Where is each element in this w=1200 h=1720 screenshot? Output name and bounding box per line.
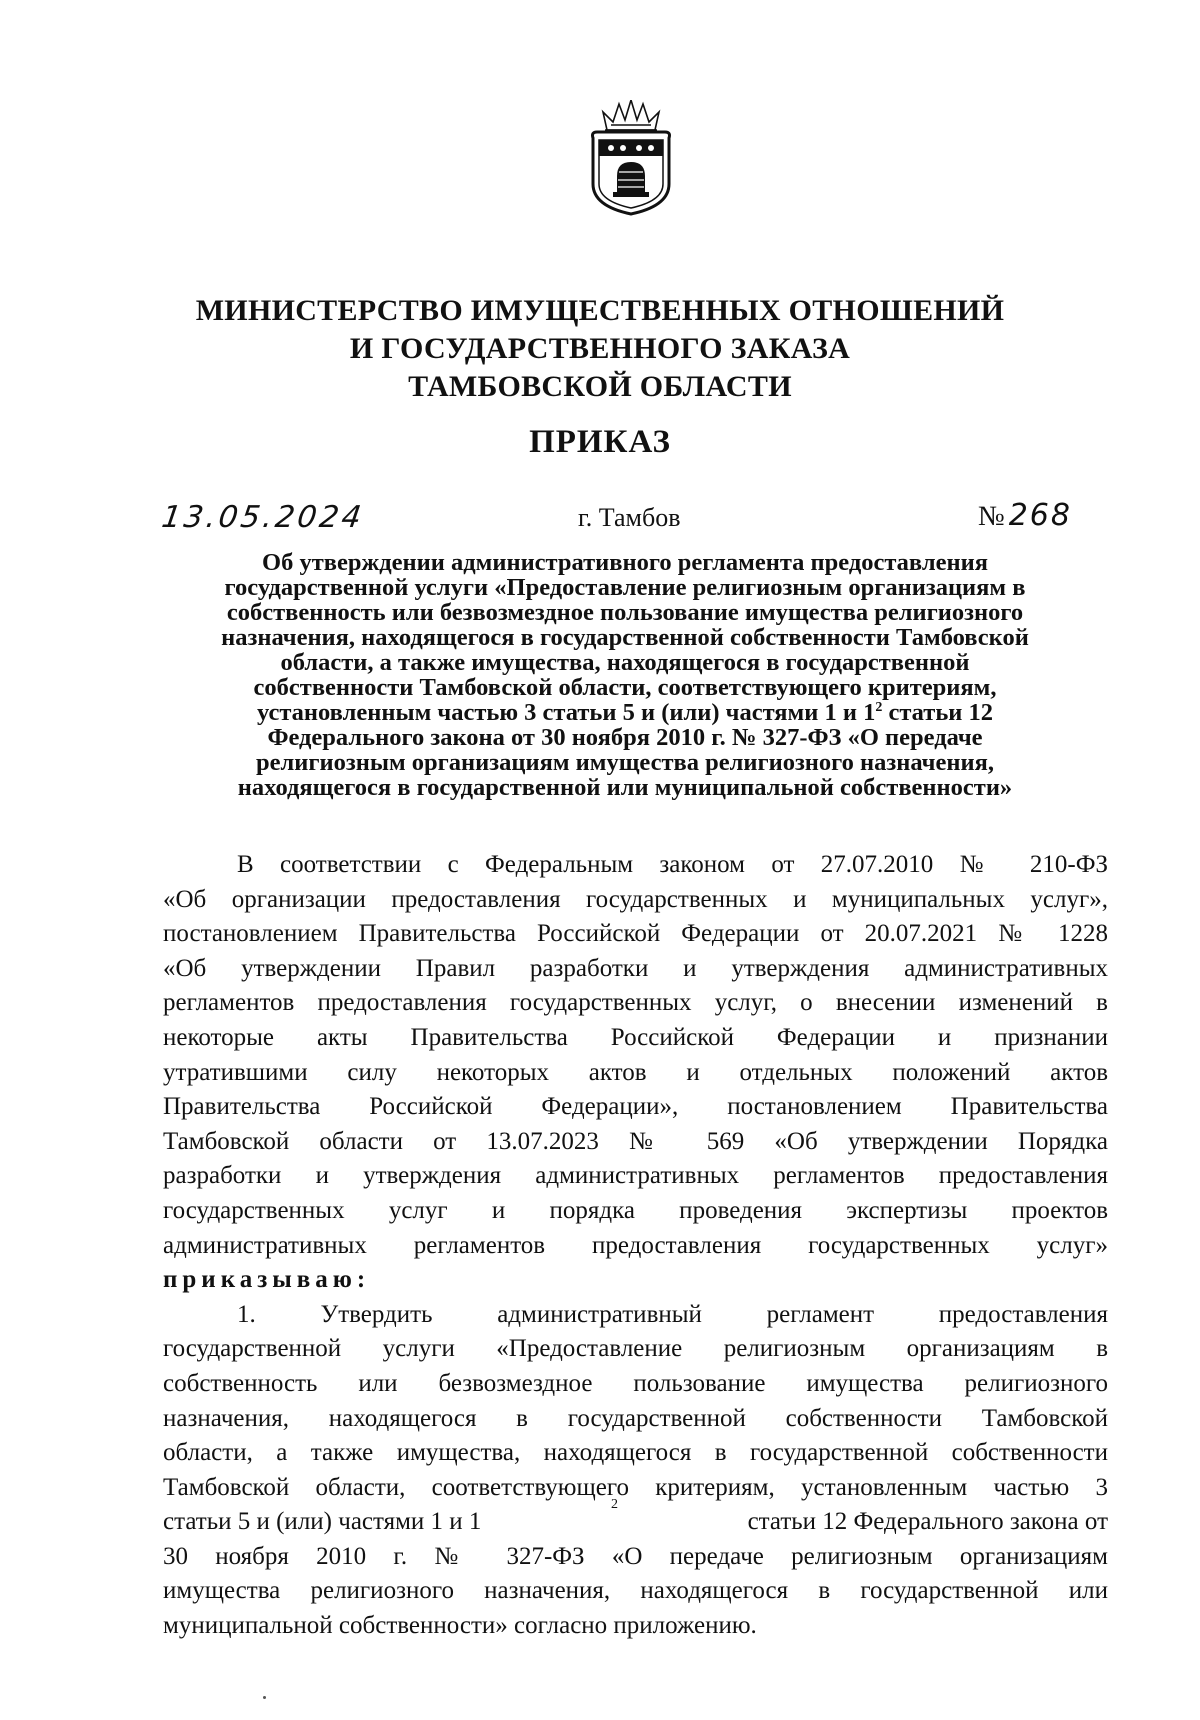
body-line: собственность или безвозмездное пользование имущества религиозного <box>163 1369 1108 1397</box>
body-line: государственных услуг и порядка проведения экспертизы проектов <box>163 1196 1108 1224</box>
body-line: регламентов предоставления государственных услуг, о внесении изменений в <box>163 989 1108 1017</box>
subject-text: установленным частью 3 статьи 5 и (или) частями 1 и 1 <box>256 699 876 726</box>
body-line <box>163 1497 1108 1540</box>
body-line: некоторые акты Правительства Российской Федерации и признании <box>163 1023 1108 1051</box>
body-line: утратившими силу некоторых актов и отдельных положений актов <box>163 1058 1108 1086</box>
subject-line: государственной услуги «Предоставление религиозным организациям в <box>224 574 1026 601</box>
body-line: «Об организации предоставления государственных и муниципальных услуг», <box>163 885 1108 913</box>
document-body <box>163 848 1108 1644</box>
body-text: статьи 12 Федерального закона от <box>747 1508 1108 1536</box>
body-line: постановлением Правительства Российской Федерации от 20.07.2021 № 1228 <box>163 920 1108 948</box>
ministry-line: И ГОСУДАРСТВЕННОГО ЗАКАЗА <box>349 332 851 365</box>
subject-line: области, а также имущества, находящегося в государственной <box>280 649 970 676</box>
scan-speck <box>263 1696 266 1699</box>
body-line: В соответствии с Федеральным законом от 27.07.2010 № 210-ФЗ <box>237 851 1108 878</box>
body-line: назначения, находящегося в государственной собственности Тамбовской <box>163 1404 1108 1432</box>
body-line: области, а также имущества, находящегося в государственной собственности <box>163 1439 1108 1467</box>
superscript: 2 <box>875 700 883 715</box>
document-subject <box>150 550 1100 800</box>
order-word: приказываю: <box>163 1266 371 1294</box>
number-label: № <box>978 501 1005 532</box>
body-line: имущества религиозного назначения, находящегося в государственной или <box>163 1577 1108 1605</box>
document-number <box>978 498 1072 533</box>
subject-line: назначения, находящегося в государственной собственности Тамбовской <box>221 624 1029 651</box>
body-line: 30 ноября 2010 г. № 327-ФЗ «О передаче религиозным организациям <box>163 1542 1108 1570</box>
body-line: государственной услуги «Предоставление религиозным организациям в <box>163 1335 1108 1363</box>
subject-text: статьи 12 <box>882 699 994 726</box>
ministry-line: ТАМБОВСКОЙ ОБЛАСТИ <box>408 370 792 403</box>
subject-line: Федерального закона от 30 ноября 2010 г. № 327-ФЗ «О передаче <box>267 724 983 751</box>
superscript: 2 <box>611 1497 618 1513</box>
tambov-coat-of-arms-icon <box>583 100 679 218</box>
ministry-name <box>150 292 1050 406</box>
handwritten-number: 268 <box>1008 498 1072 533</box>
subject-line: Об утверждении административного регламента предоставления <box>262 549 988 576</box>
body-line: 1. Утвердить административный регламент предоставления <box>237 1300 1108 1328</box>
ministry-line: МИНИСТЕРСТВО ИМУЩЕСТВЕННЫХ ОТНОШЕНИЙ <box>195 294 1005 327</box>
city: г. Тамбов <box>578 503 681 532</box>
subject-line: находящегося в государственной или муниципальной собственности» <box>237 774 1013 801</box>
body-line: Правительства Российской Федерации», постановлением Правительства <box>163 1093 1108 1121</box>
handwritten-date: 13.05.2024 <box>159 500 367 535</box>
body-line: Тамбовской области, соответствующего критериям, установленным частью 3 <box>163 1473 1108 1501</box>
subject-line <box>150 700 1100 725</box>
subject-line: религиозным организациям имущества религиозного назначения, <box>256 749 994 776</box>
body-text: статьи 5 и (или) частями 1 и 1 <box>163 1508 482 1536</box>
subject-line: собственности Тамбовской области, соответствующего критериям, <box>253 674 997 701</box>
body-line: «Об утверждении Правил разработки и утверждения административных <box>163 954 1108 982</box>
subject-line: собственность или безвозмездное пользование имущества религиозного <box>226 599 1024 626</box>
body-line: разработки и утверждения административных регламентов предоставления <box>163 1162 1108 1190</box>
body-line: Тамбовской области от 13.07.2023 № 569 «Об утверждении Порядка <box>163 1127 1108 1155</box>
body-line: административных регламентов предоставления государственных услуг» <box>163 1231 1108 1259</box>
body-line: муниципальной собственности» согласно приложению. <box>163 1612 757 1640</box>
document-type: ПРИКАЗ <box>529 424 671 460</box>
